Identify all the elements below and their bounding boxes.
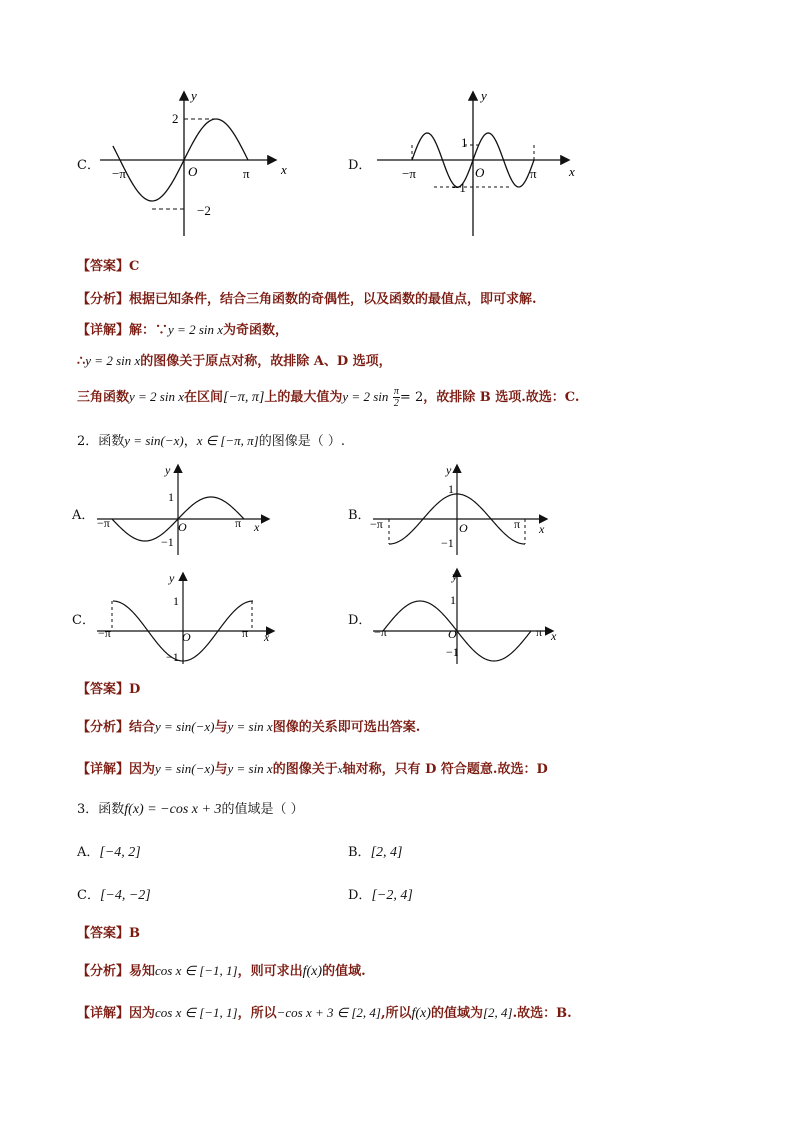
detail-text: ，所以 [237,1006,277,1021]
interval: [−π, π] [223,390,265,405]
tick-pi: π [530,166,537,181]
stem-text: 的图像是（ ）. [258,434,345,449]
analysis-tag: 【分析】 [77,720,130,735]
tick-negpi: −π [112,166,126,181]
q1-detail-line2 [77,353,392,370]
detail-tag: 【详解】 [77,323,130,338]
option-value: [−4, 2] [99,845,141,860]
equation: y = sin(−x) [124,433,184,448]
fraction [393,386,400,409]
fraction-denominator: 2 [393,398,399,409]
equation: = 2 [399,390,424,405]
tick-1: 1 [168,490,174,504]
q2-graph-b [368,462,553,557]
detail-text: 因为 [129,762,156,777]
q3-detail [77,1005,572,1022]
analysis-text: 图像的关系即可选出答案. [272,720,421,735]
q3-answer [77,926,140,942]
origin-label: O [182,630,191,644]
x-label: x [281,162,287,177]
tick-neg2: −2 [197,203,211,218]
tick-pi: π [243,166,250,181]
equation: y = 2 sin x [168,322,224,337]
option-label: C． [77,888,100,903]
y-label: y [452,569,458,583]
option-value: [2, 4] [370,845,403,860]
q1-detail-line1 [77,322,288,339]
q3-analysis [77,963,366,980]
tick-negpi: −π [402,166,416,181]
stem-text: 3．函数 [77,802,125,817]
analysis-text: ，则可求出 [237,964,303,979]
stem-text: 2．函数 [77,434,125,449]
function: f(x) [411,1006,431,1021]
detail-text: 的值域为 [430,1006,483,1021]
x-label: x [551,629,557,643]
q1-option-c-label: C． [77,158,100,173]
detail-text: 的图像关于 [272,762,338,777]
tick-negpi: −π [97,516,110,530]
equation: y = sin x [227,761,273,776]
function: f(x) [302,964,323,979]
x-label: x [264,630,270,644]
detail-tag: 【详解】 [77,1006,130,1021]
tick-pi: π [235,516,242,530]
analysis-text: 易知 [129,964,156,979]
tick-neg1: −1 [446,645,459,659]
origin-label: O [459,521,468,535]
y-label: y [446,463,452,477]
x-label: x [254,520,260,534]
x-label: x [569,164,575,179]
equation: y = 2 sin x [129,389,184,404]
tick-1: 1 [173,594,179,608]
origin-label: O [178,520,187,534]
q2-option-a-label: A． [72,508,95,523]
y-label: y [191,88,197,103]
q3-option-b[interactable] [348,845,402,861]
stem-text: 的值域是（ ） [221,802,304,817]
option-value: [−4, −2] [99,888,151,903]
detail-text: 的图像关于原点对称，故排除 A、D 选项， [140,354,392,369]
q1-option-d-label: D． [348,158,372,173]
equation: cos x ∈ [−1, 1] [155,963,238,978]
detail-text: 为奇函数， [223,323,289,338]
analysis-tag: 【分析】 [77,964,130,979]
option-label: B． [348,845,371,860]
domain: x ∈ [−π, π] [196,433,259,448]
x-label: x [539,522,545,536]
equation: y = sin x [227,719,273,734]
tick-negpi: −π [374,625,387,639]
q2-graph-d [368,566,563,666]
option-value: [−2, 4] [371,888,413,903]
detail-text: ，故排除 B 选项.故选：C. [423,390,580,405]
q2-option-d-label: D． [348,613,372,628]
detail-text: 与 [214,762,228,777]
equation: y = 2 sin [342,389,389,404]
q2-option-c-label: C． [72,613,95,628]
y-label: y [169,571,175,585]
fraction-numerator: π [393,386,399,397]
variable: x [337,764,343,776]
tick-1: 1 [450,593,456,607]
detail-text: 轴对称，只有 D 符合题意.故选：D [342,762,548,777]
detail-text: 在区间 [184,390,224,405]
q2-detail [77,761,548,778]
q1-analysis [77,292,537,308]
tick-2: 2 [172,111,179,126]
answer-value: C [129,259,140,274]
q3-option-a[interactable] [77,845,141,861]
tick-1: 1 [448,482,454,496]
y-label: y [481,88,487,103]
answer-tag: 【答案】 [77,259,130,274]
q2-answer [77,682,140,698]
q3-option-c[interactable] [77,888,151,904]
equation: y = sin(−x) [155,761,215,776]
q1-detail-line3 [77,386,579,408]
q3-option-d[interactable] [348,888,413,904]
tick-neg1: −1 [441,536,454,550]
equation: −cos x + 3 ∈ [2, 4] [276,1005,381,1020]
analysis-text: 与 [214,720,228,735]
interval: [2, 4] [482,1005,513,1020]
equation: f(x) = −cos x + 3 [124,802,222,817]
tick-pi: π [536,625,543,639]
detail-text: 上的最大值为 [264,390,343,405]
tick-1: 1 [461,135,468,150]
detail-text: 解：∵ [129,323,169,338]
q1-graph-c [95,88,295,238]
tick-neg1: −1 [166,650,179,664]
y-label: y [165,463,171,477]
q2-stem [77,433,345,450]
q1-graph-d [372,88,587,238]
origin-label: O [475,165,485,180]
origin-label: O [188,164,198,179]
analysis-tag: 【分析】 [77,292,130,307]
detail-text: 三角函数 [77,390,130,405]
equation: cos x ∈ [−1, 1] [155,1005,238,1020]
q2-analysis [77,719,420,736]
q3-stem [77,801,304,818]
tick-negpi: −π [98,626,111,640]
detail-text: ∴ [77,354,86,369]
tick-neg1: −1 [452,180,466,195]
tick-negpi: −π [370,517,383,531]
equation: y = 2 sin x [85,353,141,368]
answer-value: D [129,682,141,697]
detail-text: 因为 [129,1006,156,1021]
analysis-text: 根据已知条件，结合三角函数的奇偶性，以及函数的最值点，即可求解. [129,292,537,307]
q2-option-b-label: B． [348,508,371,523]
q2-graph-c [92,568,282,666]
analysis-text: 的值域. [322,964,366,979]
detail-text: ,所以 [380,1006,412,1021]
tick-pi: π [242,626,249,640]
equation: y = sin(−x) [155,719,215,734]
q2-graph-a [92,462,277,557]
origin-label: O [448,627,457,641]
stem-text: ， [183,434,197,449]
answer-value: B [129,926,141,941]
tick-pi: π [514,517,521,531]
detail-text: .故选：B. [512,1006,572,1021]
tick-neg1: −1 [161,535,174,549]
answer-tag: 【答案】 [77,926,130,941]
analysis-text: 结合 [129,720,156,735]
option-label: D． [348,888,372,903]
answer-tag: 【答案】 [77,682,130,697]
option-label: A． [77,845,100,860]
detail-tag: 【详解】 [77,762,130,777]
q1-answer [77,259,139,275]
